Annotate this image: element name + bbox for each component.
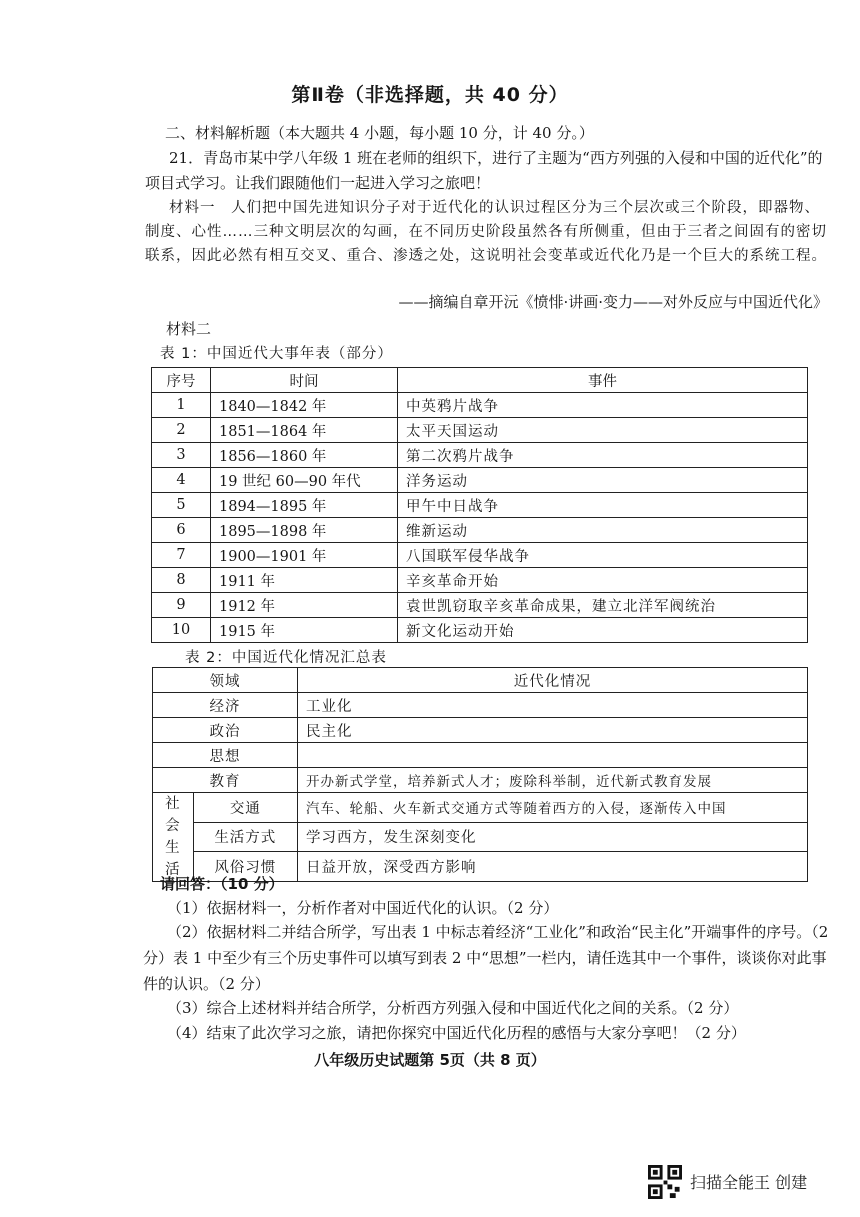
row-event: 洋务运动 <box>398 468 808 493</box>
row-event: 辛亥革命开始 <box>398 568 808 593</box>
header-index: 序号 <box>152 368 211 393</box>
table-row <box>153 793 808 823</box>
table-header-row <box>152 368 808 393</box>
row-index: 7 <box>152 543 211 568</box>
row-index: 4 <box>152 468 211 493</box>
part-header: 二、材料解析题（本大题共 4 小题，每小题 10 分，计 40 分。） <box>165 124 594 142</box>
row-time: 1911 年 <box>211 568 398 593</box>
value-customs: 日益开放，深受西方影响 <box>298 852 808 882</box>
row-index: 1 <box>152 393 211 418</box>
value-thought-blank <box>298 743 808 768</box>
row-event: 袁世凯窃取辛亥革命成果，建立北洋军阀统治 <box>398 593 808 618</box>
value-lifestyle: 学习西方，发生深刻变化 <box>298 822 808 852</box>
header-time: 时间 <box>211 368 398 393</box>
table-row <box>153 768 808 793</box>
field-politics: 政治 <box>153 718 298 743</box>
table-row <box>153 743 808 768</box>
material-two-label: 材料二 <box>166 320 212 338</box>
row-time: 1856—1860 年 <box>211 443 398 468</box>
row-event: 太平天国运动 <box>398 418 808 443</box>
question-21-intro: 21．青岛市某中学八年级 1 班在老师的组织下，进行了主题为“西方列强的入侵和中国的近代化”的项目式学习。让我们跟随他们一起进入学习之旅吧！ <box>145 149 823 192</box>
row-event: 维新运动 <box>398 518 808 543</box>
row-event: 新文化运动开始 <box>398 618 808 643</box>
field-economy: 经济 <box>153 693 298 718</box>
row-event: 中英鸦片战争 <box>398 393 808 418</box>
social-life-label: 社会生活 <box>153 793 194 882</box>
chronology-table-body <box>152 393 808 643</box>
header-field: 领域 <box>153 668 298 693</box>
table2-caption: 表 2：中国近代化情况汇总表 <box>185 650 387 666</box>
row-index: 2 <box>152 418 211 443</box>
question-3: （3）综合上述材料并结合所学，分析西方列强入侵和中国近代化之间的关系。（2 分） <box>167 999 739 1017</box>
field-transport: 交通 <box>193 793 297 823</box>
row-event: 第二次鸦片战争 <box>398 443 808 468</box>
row-time: 1915 年 <box>211 618 398 643</box>
table-row <box>152 443 808 468</box>
modernization-table <box>152 667 808 882</box>
row-event: 八国联军侵华战争 <box>398 543 808 568</box>
row-index: 10 <box>152 618 211 643</box>
header-situation: 近代化情况 <box>298 668 808 693</box>
material-one: 材料一 人们把中国先进知识分子对于近代化的认识过程区分为三个层次或三个阶段，即器物、制度、心性……三种文明层次的勾画，在不同历史阶段虽然各有所侧重，但由于三者之间固有的密切联系，因此必然有相互交叉、重合、渗透之处，这说明社会变革或近代化乃是一个巨大的系统工程。 <box>145 200 827 264</box>
table-row <box>152 593 808 618</box>
table-row <box>152 393 808 418</box>
chronology-table <box>151 367 808 643</box>
table-row <box>152 618 808 643</box>
header-event: 事件 <box>398 368 808 393</box>
row-index: 5 <box>152 493 211 518</box>
table-row <box>152 543 808 568</box>
row-event: 甲午中日战争 <box>398 493 808 518</box>
field-thought: 思想 <box>153 743 298 768</box>
field-education: 教育 <box>153 768 298 793</box>
row-time: 1840—1842 年 <box>211 393 398 418</box>
table-row <box>153 693 808 718</box>
row-time: 1851—1864 年 <box>211 418 398 443</box>
answer-prompt: 请回答：（10 分） <box>160 875 284 893</box>
row-time: 1895—1898 年 <box>211 518 398 543</box>
table-row <box>152 418 808 443</box>
question-4: （4）结束了此次学习之旅，请把你探究中国近代化历程的感悟与大家分享吧！（2 分） <box>167 1024 746 1042</box>
value-economy: 工业化 <box>298 693 808 718</box>
table-row <box>152 493 808 518</box>
field-customs: 风俗习惯 <box>193 852 297 882</box>
table-row <box>153 822 808 852</box>
field-lifestyle: 生活方式 <box>193 822 297 852</box>
qr-code-icon <box>648 1165 682 1199</box>
row-time: 1900—1901 年 <box>211 543 398 568</box>
row-index: 9 <box>152 593 211 618</box>
table-row <box>152 468 808 493</box>
row-time: 19 世纪 60—90 年代 <box>211 468 398 493</box>
value-politics: 民主化 <box>298 718 808 743</box>
row-time: 1912 年 <box>211 593 398 618</box>
row-time: 1894—1895 年 <box>211 493 398 518</box>
row-index: 6 <box>152 518 211 543</box>
value-transport: 汽车、轮船、火车新式交通方式等随着西方的入侵，逐渐传入中国 <box>298 793 808 823</box>
page-footer: 八年级历史试题第 5页（共 8 页） <box>314 1051 546 1069</box>
question-1: （1）依据材料一，分析作者对中国近代化的认识。（2 分） <box>167 899 559 917</box>
section-title: 第Ⅱ卷（非选择题，共 40 分） <box>291 84 569 106</box>
row-index: 3 <box>152 443 211 468</box>
material-one-source: ——摘编自章开沅《愤悱·讲画·变力——对外反应与中国近代化》 <box>398 293 828 311</box>
table-row <box>152 568 808 593</box>
table-row <box>152 518 808 543</box>
value-education: 开办新式学堂，培养新式人才；废除科举制，近代新式教育发展 <box>298 768 808 793</box>
table-header-row <box>153 668 808 693</box>
row-index: 8 <box>152 568 211 593</box>
question-2: （2）依据材料二并结合所学，写出表 1 中标志着经济“工业化”和政治“民主化”开端事件的序号。（2 分）表 1 中至少有三个历史事件可以填写到表 2 中“思想”一栏内，请任选其中一个事件，谈谈你对此事件的认识。（2 分） <box>143 923 829 993</box>
scanner-watermark: 扫描全能王 创建 <box>690 1173 808 1192</box>
table-row <box>153 718 808 743</box>
table1-caption: 表 1：中国近代大事年表（部分） <box>160 346 393 362</box>
